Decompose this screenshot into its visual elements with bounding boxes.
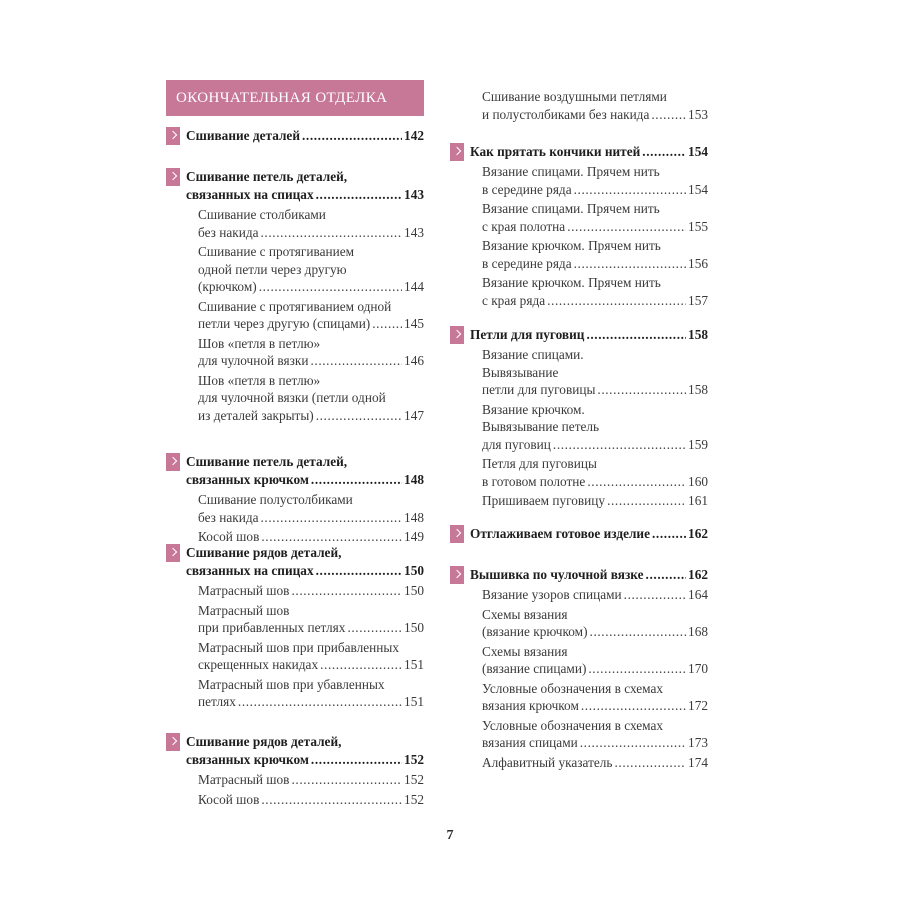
entry-text: Схемы вязания (482, 643, 568, 659)
toc-subentry[interactable] (482, 586, 708, 604)
toc-subentry[interactable] (482, 492, 708, 510)
entry-text: Вязание спицами. (482, 347, 584, 362)
subentry-line (198, 372, 424, 390)
entry-text: Сшивание рядов деталей, (186, 734, 342, 749)
entry-text: Пришиваем пуговицу (482, 493, 606, 508)
subentry-line (198, 582, 424, 600)
subentry-line (482, 492, 708, 510)
dot-leader (291, 771, 402, 789)
entry-text: вязания спицами (482, 735, 578, 750)
subentry-line (198, 693, 424, 711)
entry-text: Сшивание воздушными петлями (482, 89, 667, 104)
toc-subentry[interactable] (482, 346, 708, 399)
section-title: ОКОНЧАТЕЛЬНАЯ ОТДЕЛКА (176, 90, 388, 106)
dot-leader (586, 326, 686, 344)
title-line (470, 525, 708, 543)
toc-section-title (186, 127, 424, 145)
toc-subentry[interactable] (482, 401, 708, 454)
subentry-line (482, 623, 708, 641)
page-number: 7 (446, 828, 454, 843)
subentry-line (198, 656, 424, 674)
dot-leader (652, 525, 686, 543)
toc-subentry[interactable] (482, 680, 708, 715)
entry-text: Шов «петля в петлю» (198, 372, 321, 388)
entry-text: Вязание спицами. Прячем нить (482, 164, 660, 179)
page-ref: 158 (688, 327, 708, 342)
toc-subentry[interactable] (198, 771, 424, 789)
subentry-line (482, 586, 708, 604)
toc-subentry[interactable] (198, 491, 424, 526)
page-ref: 143 (404, 187, 424, 202)
dot-leader (316, 562, 402, 580)
toc-subentry[interactable] (198, 676, 424, 711)
entry-text: Схемы вязания (482, 606, 568, 622)
dot-leader (614, 754, 686, 772)
page-ref: 147 (404, 407, 424, 423)
dot-leader (291, 582, 402, 600)
page-ref: 162 (688, 567, 708, 582)
page-ref: 143 (404, 224, 424, 240)
toc-subentry[interactable] (198, 639, 424, 674)
toc-section[interactable] (444, 326, 708, 510)
toc-section-title (186, 544, 424, 580)
subentry-line (482, 163, 708, 181)
subentry-line (198, 528, 424, 546)
subentry-line (482, 697, 708, 715)
entry-text: Сшивание столбиками (198, 207, 326, 222)
subentry-line (198, 261, 424, 279)
title-line (186, 544, 424, 562)
page-ref: 152 (404, 752, 424, 767)
title-line (186, 733, 424, 751)
title-line (470, 566, 708, 584)
chevron-right-icon (166, 733, 180, 751)
page-ref: 144 (404, 279, 424, 294)
subentry-line (482, 401, 708, 419)
dot-leader (302, 127, 402, 145)
subentry-line (198, 243, 424, 261)
toc-subentry[interactable] (198, 298, 424, 333)
toc-section[interactable] (160, 127, 424, 145)
entry-text: Матрасный шов (198, 602, 290, 618)
dot-leader (316, 407, 402, 425)
entry-text: для пуговиц (482, 436, 551, 452)
chevron-right-icon (450, 525, 464, 543)
entry-text: вязания крючком (482, 698, 579, 713)
dot-leader (261, 791, 402, 809)
entry-text: Сшивание деталей (186, 128, 300, 143)
page-ref: 151 (404, 694, 424, 709)
subentry-line (198, 771, 424, 789)
page-ref: 160 (688, 473, 708, 489)
subentry-line (198, 335, 424, 353)
title-line (186, 186, 424, 204)
dot-leader (316, 186, 402, 204)
title-line (186, 562, 424, 580)
toc-subentry[interactable] (198, 335, 424, 370)
entry-text: Сшивание полустолбиками (198, 492, 353, 507)
toc-section[interactable] (444, 525, 708, 543)
entry-text: связанных на спицах (186, 563, 314, 578)
entry-text: Шов «петля в петлю» (198, 335, 321, 351)
subentry-line (198, 278, 424, 296)
chevron-right-icon (166, 544, 180, 562)
subentry-line (198, 639, 424, 657)
subentry-line (482, 346, 708, 364)
dot-leader (547, 292, 686, 310)
toc-subentry-continued[interactable] (482, 88, 708, 123)
subentry-line (198, 224, 424, 242)
dot-leader (580, 734, 686, 752)
toc-section-title (470, 525, 708, 543)
page-ref: 148 (404, 472, 424, 487)
toc-subentry[interactable] (482, 754, 708, 772)
dot-leader (259, 278, 402, 296)
entry-text: и полустолбиками без накида (482, 106, 650, 122)
subentry-line (482, 218, 708, 236)
chevron-right-icon (450, 143, 464, 161)
subentry-line (482, 237, 708, 255)
entry-text: связанных крючком (186, 752, 309, 767)
page-ref: 149 (404, 529, 424, 544)
entry-text: Сшивание с протягиванием (198, 244, 355, 259)
entry-text: в середине ряда (482, 181, 572, 197)
entry-text: Косой шов (198, 529, 260, 544)
page-ref: 156 (688, 255, 708, 271)
dot-leader (320, 656, 402, 674)
entry-text: без накида (198, 224, 259, 240)
dot-leader (587, 473, 686, 491)
subentry-line (482, 717, 708, 735)
toc-subentry[interactable] (198, 528, 424, 546)
entry-text: Сшивание петель деталей, (186, 169, 348, 184)
dot-leader (261, 528, 402, 546)
dot-leader (624, 586, 686, 604)
toc-section-title (470, 326, 708, 344)
entry-text: Сшивание петель деталей, (186, 454, 348, 469)
entry-text: (крючком) (198, 279, 257, 294)
title-line (186, 127, 424, 145)
entry-text: Матрасный шов при прибавленных (198, 639, 399, 655)
title-line (470, 143, 708, 161)
subentry-line (198, 676, 424, 694)
toc-subentry[interactable] (198, 206, 424, 241)
page-ref: 151 (404, 657, 424, 672)
subentry-line (482, 418, 708, 436)
toc-section-title (470, 566, 708, 584)
title-line (186, 751, 424, 769)
page-ref: 155 (688, 218, 708, 234)
toc-section-title (470, 143, 708, 161)
chevron-right-icon (166, 453, 180, 471)
subentry-line (482, 200, 708, 218)
entry-text: Сшивание с протягиванием одной (198, 298, 392, 314)
page-ref: 157 (688, 292, 708, 308)
subentry-line (198, 491, 424, 509)
page-ref: 150 (404, 583, 424, 598)
dot-leader (574, 181, 686, 199)
toc-subentry[interactable] (198, 791, 424, 809)
toc-subentry[interactable] (198, 602, 424, 637)
subentry-line (198, 407, 424, 425)
dot-leader (588, 660, 686, 678)
entry-text: Петля для пуговицы (482, 456, 597, 471)
entry-text: связанных на спицах (186, 187, 314, 202)
page-ref: 154 (688, 181, 708, 197)
section-header (166, 80, 424, 116)
toc-section[interactable] (160, 453, 424, 546)
toc-subentry[interactable] (482, 606, 708, 641)
entry-text: Матрасный шов (198, 583, 290, 598)
entry-text: Петли для пуговиц (470, 327, 585, 342)
entry-text: с края ряда (482, 292, 546, 308)
toc-subentry[interactable] (482, 717, 708, 752)
dot-leader (261, 224, 403, 242)
subentry-line (482, 734, 708, 752)
entry-text: в середине ряда (482, 255, 572, 271)
entry-text: Алфавитный указатель (482, 754, 613, 770)
subentry-line (198, 791, 424, 809)
toc-subentry[interactable] (482, 274, 708, 309)
subentry-line (198, 298, 424, 316)
subentry-line (482, 660, 708, 678)
entry-text: (вязание спицами) (482, 661, 587, 676)
page-ref: 152 (404, 772, 424, 787)
entry-text: скрещенных накидах (198, 657, 319, 672)
entry-text: петлях (198, 694, 236, 709)
toc-section[interactable] (444, 566, 708, 771)
subentry-line (198, 619, 424, 637)
subentry-line (198, 509, 424, 527)
chevron-right-icon (166, 127, 180, 145)
entry-text: для чулочной вязки (петли одной (198, 390, 386, 405)
subentry-line (482, 364, 708, 382)
entry-text: Условные обозначения в схемах (482, 680, 664, 696)
entry-text: с края полотна (482, 218, 566, 234)
chevron-right-icon (166, 168, 180, 186)
toc-subentry[interactable] (482, 455, 708, 490)
entry-text: Вышивка по чулочной вязке (470, 567, 644, 582)
page-ref: 172 (688, 698, 708, 713)
subentry-line (198, 602, 424, 620)
entry-text: петли для пуговицы (482, 382, 596, 397)
subentry-line (482, 292, 708, 310)
entry-text: Сшивание рядов деталей, (186, 545, 342, 560)
entry-text: при прибавленных петлях (198, 620, 346, 635)
title-line (470, 326, 708, 344)
entry-text: для чулочной вязки (198, 353, 309, 368)
subentry-line (482, 606, 708, 624)
entry-text: петли через другую (спицами) (198, 316, 371, 331)
toc-section[interactable] (444, 143, 708, 309)
dot-leader (574, 255, 686, 273)
entry-text: Вязание крючком. Прячем нить (482, 238, 661, 253)
page-ref: 173 (688, 735, 708, 750)
dot-leader (311, 471, 402, 489)
entry-text: Матрасный шов (198, 772, 290, 787)
dot-leader (311, 751, 402, 769)
page-ref: 164 (688, 587, 708, 602)
entry-text: без накида (198, 509, 259, 525)
page-ref: 142 (404, 128, 424, 143)
dot-leader (238, 693, 402, 711)
dot-leader (261, 509, 403, 527)
chevron-right-icon (450, 566, 464, 584)
subentry-line (482, 473, 708, 491)
entry-text: Отглаживаем готовое изделие (470, 526, 650, 541)
subentry-line (198, 315, 424, 333)
toc-section-title (186, 733, 424, 769)
subentry-line (482, 88, 708, 106)
subentry-line (482, 455, 708, 473)
page-ref: 152 (404, 791, 424, 807)
toc-section-title (186, 453, 424, 489)
entry-text: Вывязывание петель (482, 419, 600, 434)
dot-leader (347, 619, 402, 637)
entry-text: (вязание крючком) (482, 624, 588, 639)
chevron-right-icon (450, 326, 464, 344)
entry-text: Вязание узоров спицами (482, 587, 622, 602)
entry-text: одной петли через другую (198, 261, 347, 277)
toc-subentry[interactable] (482, 237, 708, 272)
subentry-line (482, 381, 708, 399)
page-ref: 158 (688, 382, 708, 397)
entry-text: Косой шов (198, 791, 260, 807)
dot-leader (607, 492, 686, 510)
toc-subentry[interactable] (482, 163, 708, 198)
page-ref: 145 (404, 316, 424, 331)
dot-leader (590, 623, 687, 641)
toc-subentry[interactable] (198, 582, 424, 600)
title-line (186, 471, 424, 489)
toc-section-title (186, 168, 424, 204)
entry-text: Вязание крючком. Прячем нить (482, 275, 661, 290)
subentry-line (482, 680, 708, 698)
dot-leader (553, 436, 686, 454)
subentry-line (198, 389, 424, 407)
page-ref: 148 (404, 509, 424, 525)
dot-leader (642, 143, 686, 161)
dot-leader (567, 218, 686, 236)
entry-text: Условные обозначения в схемах (482, 717, 664, 733)
entry-text: в готовом полотне (482, 473, 586, 489)
page-ref: 174 (688, 754, 708, 770)
subentry-line (482, 106, 708, 124)
subentry-line (198, 352, 424, 370)
subentry-line (482, 754, 708, 772)
entry-text: Вязание крючком. (482, 401, 585, 417)
toc-subentry[interactable] (198, 243, 424, 296)
subentry-line (482, 643, 708, 661)
page-ref: 153 (688, 106, 708, 122)
page-ref: 146 (404, 353, 424, 368)
entry-text: Вывязывание (482, 364, 559, 380)
toc-section[interactable] (160, 733, 424, 808)
toc-subentry[interactable] (482, 200, 708, 235)
dot-leader (310, 352, 402, 370)
entry-text: Вязание спицами. Прячем нить (482, 201, 660, 216)
page-ref: 161 (688, 493, 708, 508)
page-ref: 162 (688, 526, 708, 541)
dot-leader (581, 697, 686, 715)
dot-leader (651, 106, 686, 124)
page-ref: 159 (688, 436, 708, 452)
page-ref: 154 (688, 144, 708, 159)
dot-leader (372, 315, 402, 333)
page-ref: 168 (688, 624, 708, 639)
subentry-line (482, 255, 708, 273)
title-line (186, 453, 424, 471)
entry-text: из деталей закрыты) (198, 407, 314, 423)
entry-text: Как прятать кончики нитей (470, 144, 641, 159)
toc-section[interactable] (160, 544, 424, 711)
dot-leader (597, 381, 686, 399)
subentry-line (482, 436, 708, 454)
toc-subentry[interactable] (198, 372, 424, 425)
subentry-line (198, 206, 424, 224)
subentry-line (482, 181, 708, 199)
dot-leader (646, 566, 687, 584)
subentry-line (482, 274, 708, 292)
page-ref: 170 (688, 661, 708, 676)
toc-section[interactable] (160, 168, 424, 424)
page-ref: 150 (404, 563, 424, 578)
title-line (186, 168, 424, 186)
toc-subentry[interactable] (482, 643, 708, 678)
entry-text: Матрасный шов при убавленных (198, 676, 385, 692)
entry-text: связанных крючком (186, 472, 309, 487)
page-ref: 150 (404, 620, 424, 635)
